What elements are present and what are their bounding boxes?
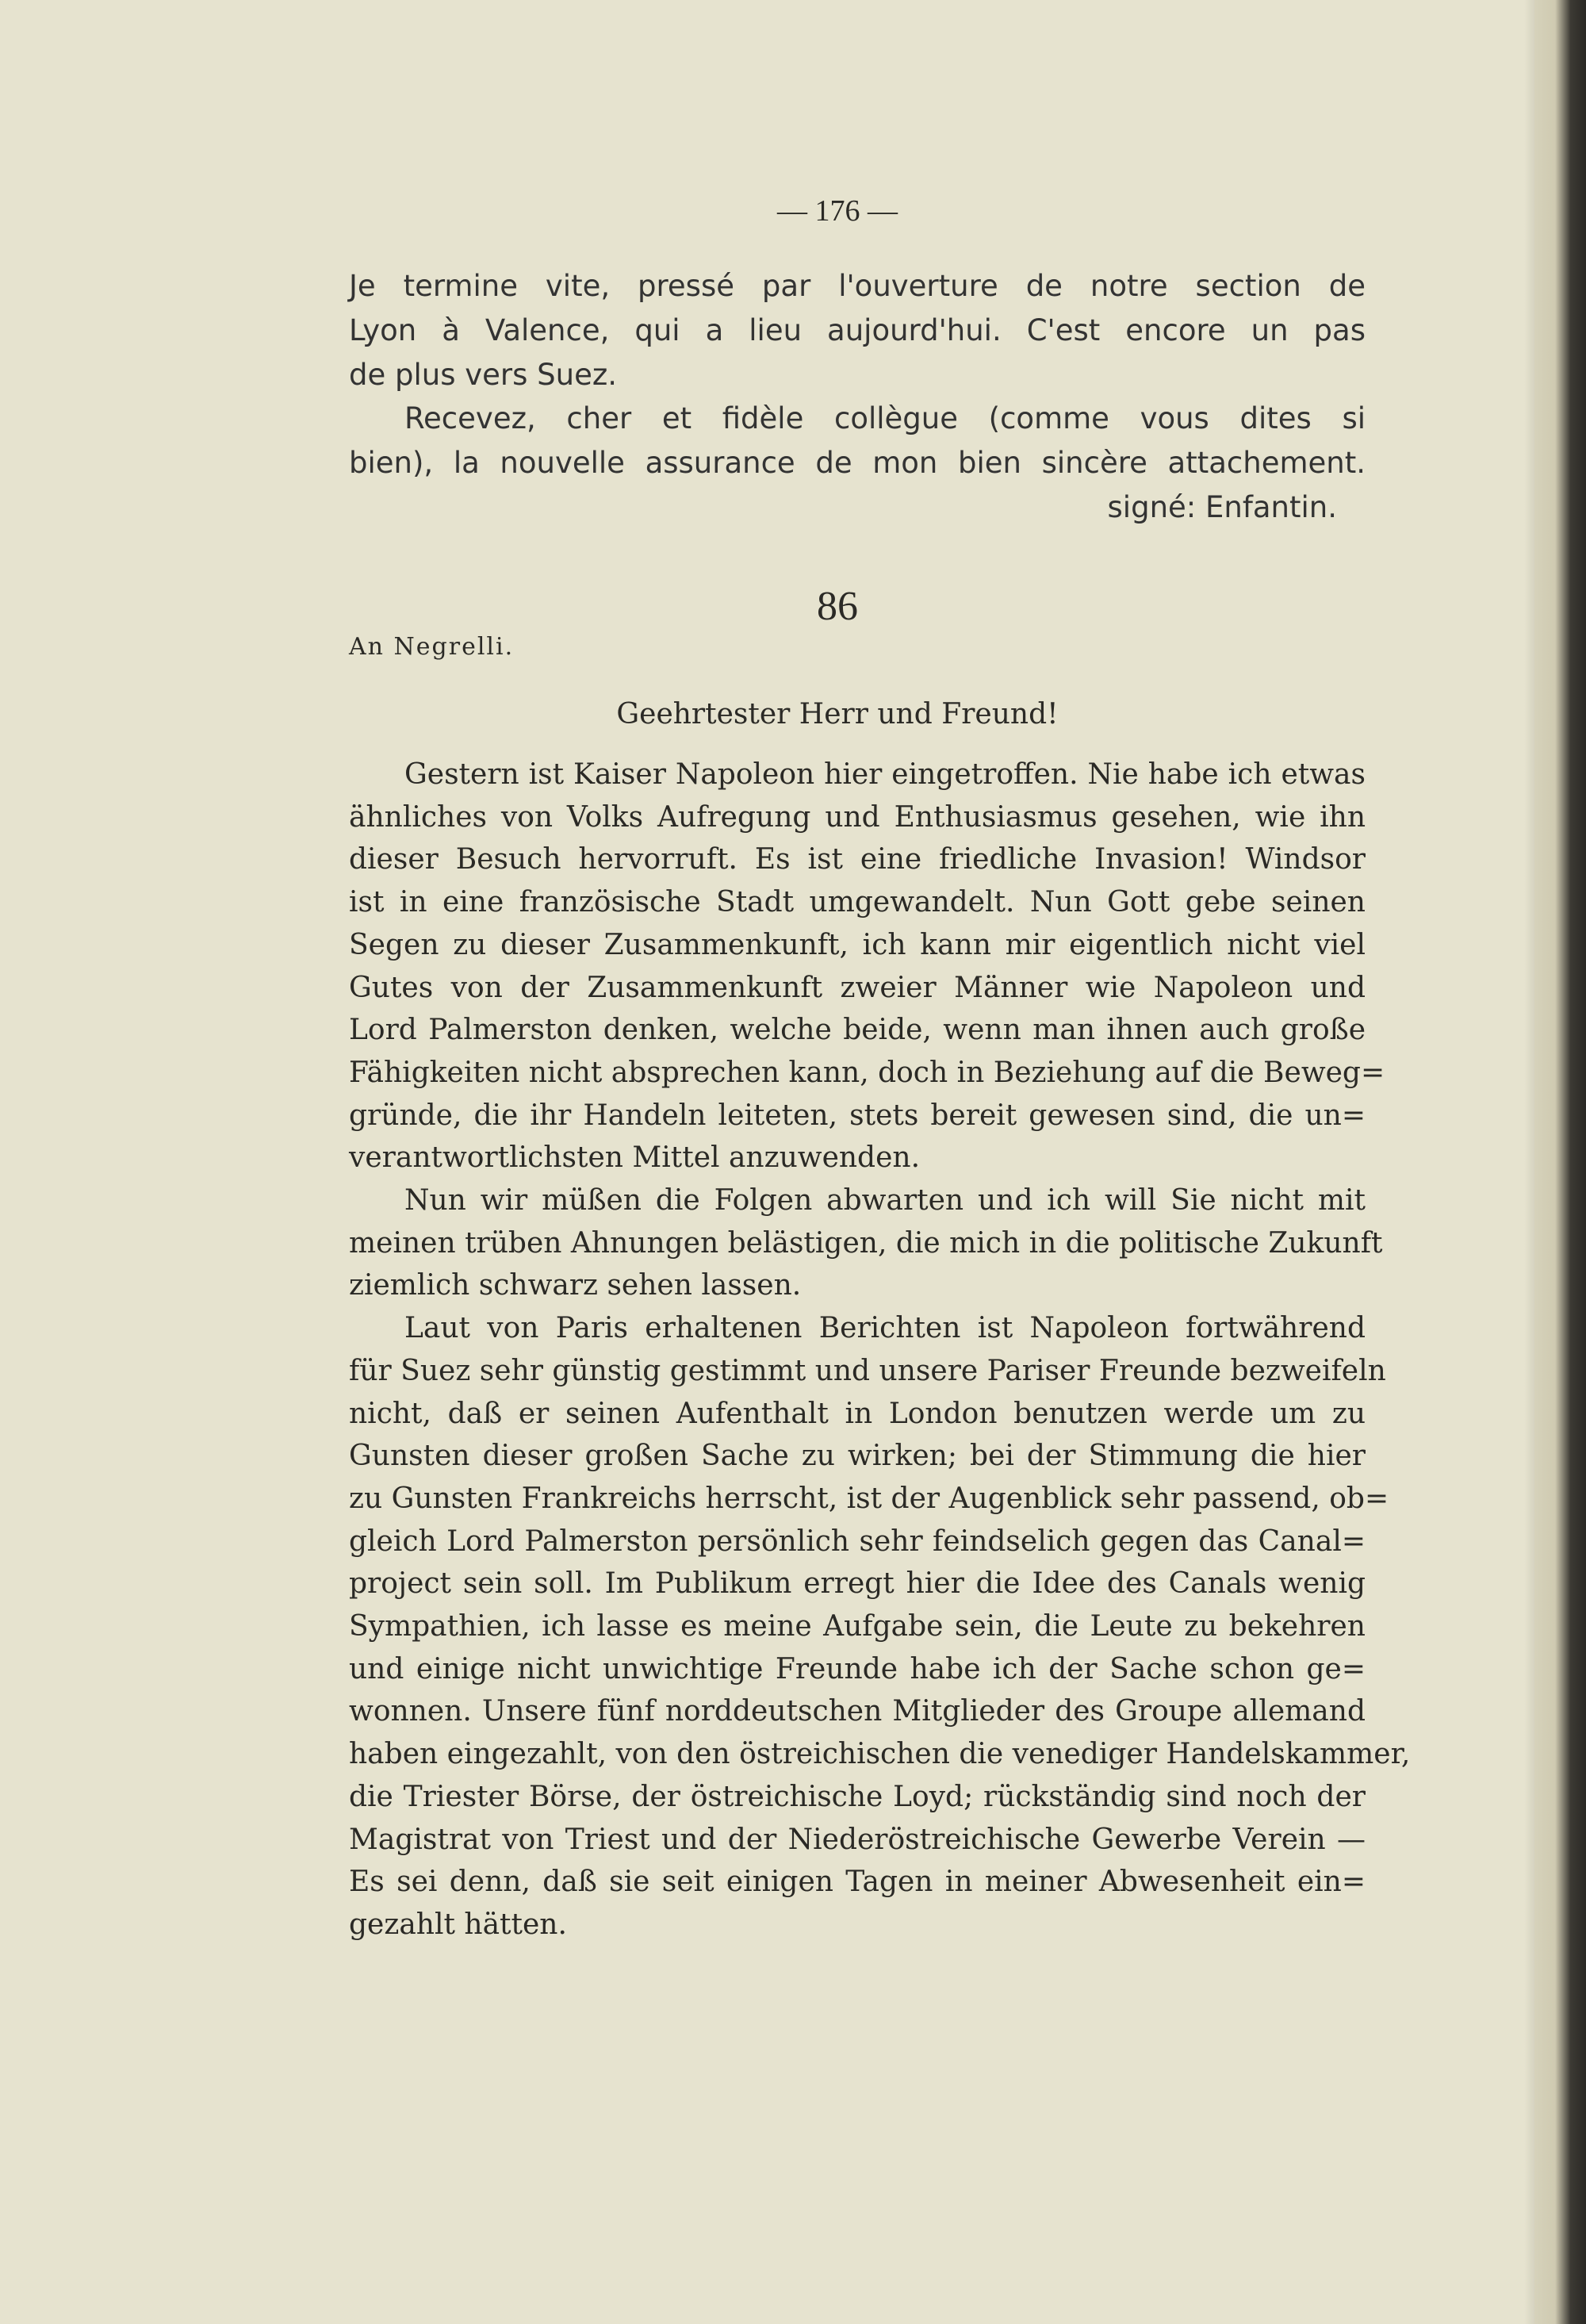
salutation: Geehrtester Herr und Freund! xyxy=(616,698,1059,731)
text-line: Es sei denn, daß sie seit einigen Tagen in meiner Abwesenheit ein= xyxy=(349,1866,1366,1899)
text-line: gezahlt hätten. xyxy=(349,1908,567,1941)
text-line: nicht, daß er seinen Aufenthalt in London benutzen werde um zu xyxy=(349,1397,1366,1430)
text-line: Laut von Paris erhaltenen Berichten ist Napoleon fortwährend xyxy=(404,1312,1366,1345)
text-line: Lyon à Valence, qui a lieu aujourd'hui. C'est encore un pas xyxy=(349,313,1366,347)
text-line: die Triester Börse, der östreichische Loyd; rückständig sind noch der xyxy=(349,1780,1366,1813)
text-line: Lord Palmerston denken, welche beide, wenn man ihnen auch große xyxy=(349,1014,1366,1047)
text-line: meinen trüben Ahnungen belästigen, die mich in die politische Zukunft xyxy=(349,1226,1383,1260)
addressee: An Negrelli. xyxy=(349,633,515,661)
text-line: Gunsten dieser großen Sache zu wirken; bei der Stimmung die hier xyxy=(349,1440,1366,1473)
text-line: ist in eine französische Stadt umgewandelt. Nun Gott gebe seinen xyxy=(349,886,1366,919)
text-line: Gutes von der Zusammenkunft zweier Männer wie Napoleon und xyxy=(349,971,1366,1004)
page-gutter-shadow xyxy=(1524,0,1535,2324)
text-line: Gestern ist Kaiser Napoleon hier eingetroffen. Nie habe ich etwas xyxy=(404,758,1366,791)
text-line: ziemlich schwarz sehen lassen. xyxy=(349,1269,802,1302)
text-line: gleich Lord Palmerston persönlich sehr feindselich gegen das Canal= xyxy=(349,1524,1366,1558)
text-line: Segen zu dieser Zusammenkunft, ich kann mir eigentlich nicht viel xyxy=(349,928,1366,961)
text-line: wonnen. Unsere fünf norddeutschen Mitglieder des Groupe allemand xyxy=(349,1695,1366,1728)
text-line: verantwortlichsten Mittel anzuwenden. xyxy=(349,1141,921,1175)
text-line: für Suez sehr günstig gestimmt und unsere Pariser Freunde bezweifeln xyxy=(349,1354,1386,1387)
text-line: bien), la nouvelle assurance de mon bien sincère attachement. xyxy=(349,446,1366,481)
text-line: Fähigkeiten nicht absprechen kann, doch in Beziehung auf die Beweg= xyxy=(349,1056,1385,1089)
signature: signé: Enfantin. xyxy=(1107,489,1337,524)
page-number: — 176 — xyxy=(777,194,898,228)
text-line: zu Gunsten Frankreichs herrscht, ist der Augenblick sehr passend, ob= xyxy=(349,1482,1389,1515)
text-line: project sein soll. Im Publikum erregt hier die Idee des Canals wenig xyxy=(349,1567,1366,1601)
text-line: de plus vers Suez. xyxy=(349,357,618,392)
text-line: haben eingezahlt, von den östreichischen die venediger Handelskammer, xyxy=(349,1738,1411,1771)
french-letter-ending xyxy=(349,264,1366,530)
text-line: Sympathien, ich lasse es meine Aufgabe sein, die Leute zu bekehren xyxy=(349,1610,1366,1643)
text-line: gründe, die ihr Handeln leiteten, stets bereit gewesen sind, die un= xyxy=(349,1099,1366,1132)
text-line: dieser Besuch hervorruft. Es ist eine friedliche Invasion! Windsor xyxy=(349,843,1366,876)
book-edge xyxy=(1534,0,1586,2324)
text-line: und einige nicht unwichtige Freunde habe ich der Sache schon ge= xyxy=(349,1652,1366,1685)
text-line: Je termine vite, pressé par l'ouverture de notre section de xyxy=(349,269,1366,303)
german-letter-body xyxy=(349,754,1411,1946)
letter-number: 86 xyxy=(817,584,858,629)
text-line: Nun wir müßen die Folgen abwarten und ich will Sie nicht mit xyxy=(404,1184,1366,1218)
text-line: Magistrat von Triest und der Niederöstreichische Gewerbe Verein — xyxy=(349,1823,1366,1856)
text-line: ähnliches von Volks Aufregung und Enthusiasmus gesehen, wie ihn xyxy=(349,800,1366,834)
text-line: Recevez, cher et fidèle collègue (comme vous dites si xyxy=(404,401,1366,436)
